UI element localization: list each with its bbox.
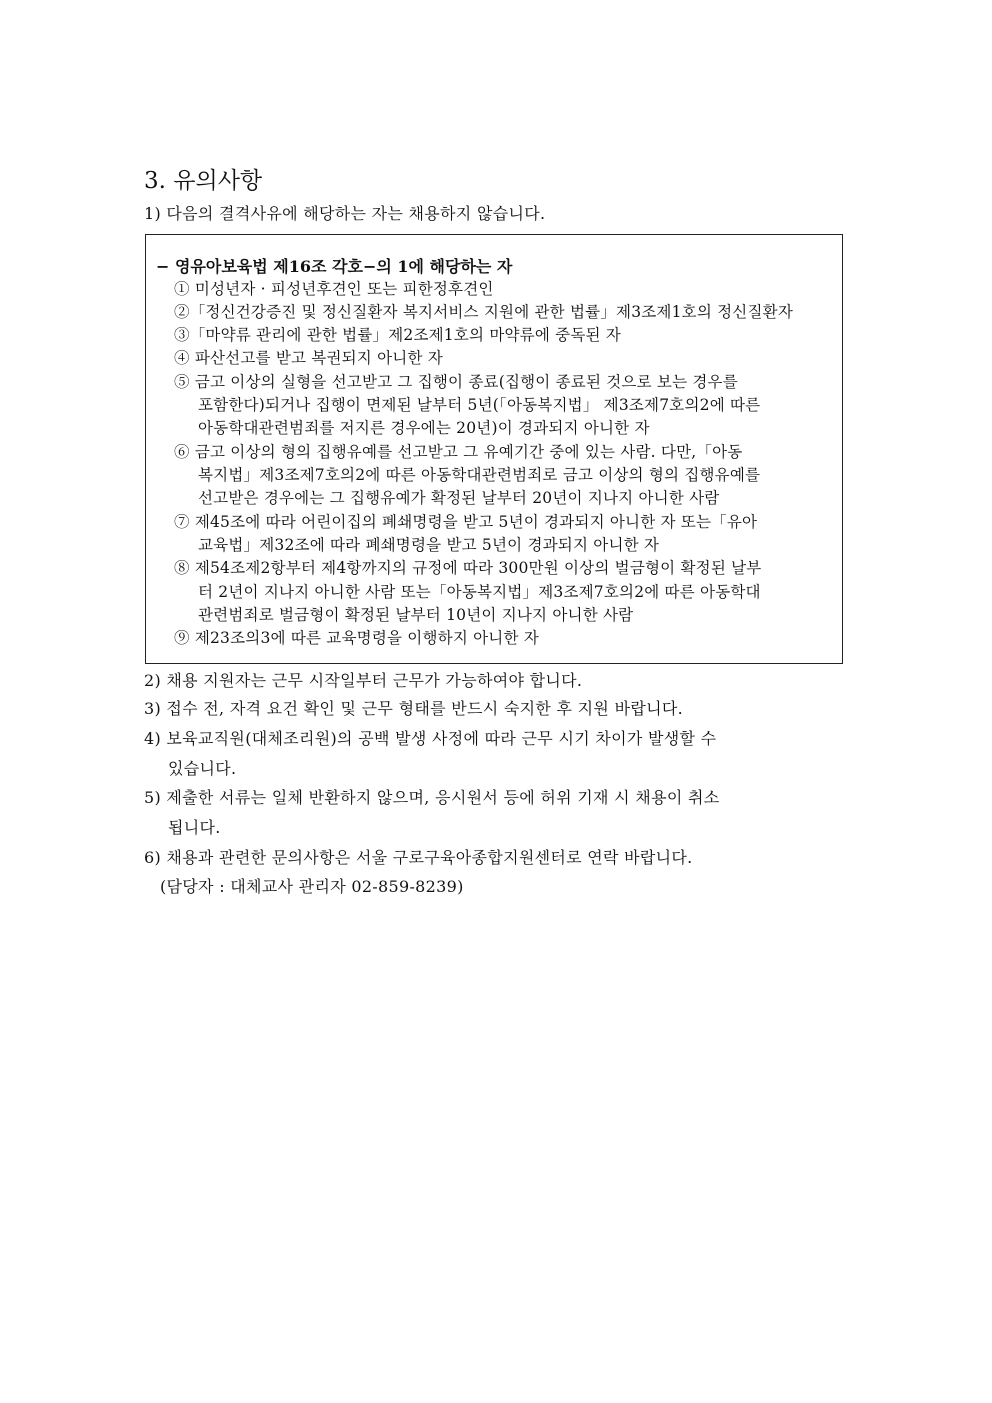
notice-item-1: 1) 다음의 결격사유에 해당하는 자는 채용하지 않습니다.: [144, 204, 546, 223]
box-line: ⑧ 제54조제2항부터 제4항까지의 규정에 따라 300만원 이상의 벌금형이 확정된 날부: [174, 559, 762, 577]
box-line: ⑥ 금고 이상의 형의 집행유예를 선고받고 그 유예기간 중에 있는 사람. 다만,「아동: [174, 443, 743, 461]
box-line: 교육법」제32조에 따라 폐쇄명령을 받고 5년이 경과되지 아니한 자: [198, 536, 660, 554]
box-line: ④ 파산선고를 받고 복권되지 아니한 자: [174, 349, 443, 367]
box-line: 포함한다)되거나 집행이 면제된 날부터 5년(「아동복지법」 제3조제7호의2에 따른: [198, 396, 761, 414]
notice-item-3: 3) 접수 전, 자격 요건 확인 및 근무 형태를 반드시 숙지한 후 지원 바랍니다.: [144, 699, 683, 718]
disqualification-box: [145, 234, 843, 664]
notice-item-5: 5) 제출한 서류는 일체 반환하지 않으며, 응시원서 등에 허위 기재 시 채용이 취소: [144, 788, 720, 807]
box-line: 아동학대관련범죄를 저지른 경우에는 20년)이 경과되지 아니한 자: [198, 419, 650, 437]
box-line: 선고받은 경우에는 그 집행유예가 확정된 날부터 20년이 지나지 아니한 사람: [198, 489, 720, 507]
notice-item-5-cont: 됩니다.: [168, 818, 221, 837]
notice-item-6: 6) 채용과 관련한 문의사항은 서울 구로구육아종합지원센터로 연락 바랍니다.: [144, 848, 693, 867]
box-line: ②「정신건강증진 및 정신질환자 복지서비스 지원에 관한 법률」제3조제1호의 정신질환자: [174, 303, 793, 321]
notice-item-4: 4) 보육교직원(대체조리원)의 공백 발생 사정에 따라 근무 시기 차이가 발생할 수: [144, 729, 717, 748]
box-line: 복지법」제3조제7호의2에 따른 아동학대관련범죄로 금고 이상의 형의 집행유예를: [198, 466, 761, 484]
box-line: ⑦ 제45조에 따라 어린이집의 폐쇄명령을 받고 5년이 경과되지 아니한 자 또는「유아: [174, 513, 758, 531]
box-line: ③「마약류 관리에 관한 법률」제2조제1호의 마약류에 중독된 자: [174, 326, 621, 344]
box-line: 터 2년이 지나지 아니한 사람 또는「아동복지법」제3조제7호의2에 따른 아동학대: [198, 583, 761, 601]
section-heading: 3. 유의사항: [144, 168, 263, 194]
box-line: ⑤ 금고 이상의 실형을 선고받고 그 집행이 종료(집행이 종료된 것으로 보는 경우를: [174, 373, 738, 391]
contact-info: (담당자 : 대체교사 관리자 02-859-8239): [160, 877, 464, 896]
box-line: ① 미성년자 · 피성년후견인 또는 피한정후견인: [174, 280, 494, 298]
notice-item-2: 2) 채용 지원자는 근무 시작일부터 근무가 가능하여야 합니다.: [144, 671, 583, 690]
notice-item-4-cont: 있습니다.: [168, 759, 237, 778]
box-title: − 영유아보육법 제16조 각호−의 1에 해당하는 자: [156, 257, 513, 276]
box-line: ⑨ 제23조의3에 따른 교육명령을 이행하지 아니한 자: [174, 629, 539, 647]
box-line: 관련범죄로 벌금형이 확정된 날부터 10년이 지나지 아니한 사람: [198, 606, 634, 624]
